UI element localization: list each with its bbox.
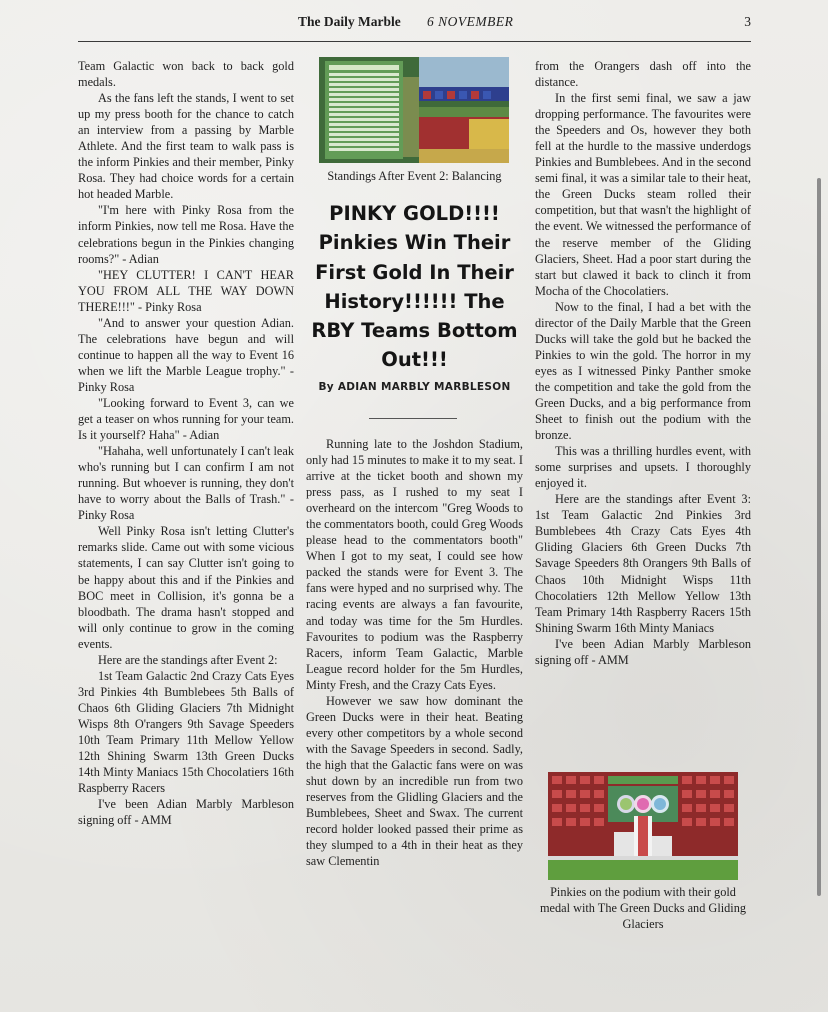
podium-photo-caption: Pinkies on the podium with their gold medal with The Green Ducks and Gliding Glaciers <box>539 885 747 931</box>
paragraph: This was a thrilling hurdles event, with some surprises and upsets. I thoroughly enjoyed it. <box>535 444 751 491</box>
paragraph: In the first semi final, we saw a jaw dropping performance. The favourites were the Speeders and Os, however they both fell at the hurdle to the massive underdogs Pinkies and Bumblebees. And in the second semi final, it was a similar tale to their heat, the Green Ducks steam rolled their competition, but that wasn't the highlight of the event. We witnessed the performance of the reserve member of the Gliding Glaciers, Sheet. Had a poor start during the start but clawed it back to clinch it from Mocha of the Chocolatiers. <box>535 91 751 298</box>
column-2 <box>306 436 523 869</box>
issue-date: 6 NOVEMBER <box>427 14 514 29</box>
byline-rule <box>369 418 457 419</box>
paragraph: Now to the final, I had a bet with the director of the Daily Marble that the Green Ducks will take the gold but he backed the Pinkies to win the gold. The horror in my eyes as I witnessed Pinky Panther smoke the competition and take the gold from the Green Ducks, and a big performance from Sheet to finish out the podium with the bronze. <box>535 299 751 443</box>
paragraph: I've been Adian Marbly Marbleson signing off - AMM <box>78 797 294 828</box>
paragraph: 1st Team Galactic 2nd Crazy Cats Eyes 3rd Pinkies 4th Bumblebees 5th Balls of Chaos 6th Gliding Glaciers 7th Midnight Wisps 8th O'rangers 9th Savage Speeders 10th Team Primary 11th Mellow Yellow 12th Shining Swarm 13th Green Ducks 14th Minty Maniacs 15th Chocolatiers 16th Raspberry Racers <box>78 668 294 796</box>
podium-photo <box>548 772 738 880</box>
paragraph: "I'm here with Pinky Rosa from the inform Pinkies, now tell me Rosa. Have the celebrations begun in the Pinkies changing rooms?" - Adian <box>78 203 294 266</box>
paragraph: Here are the standings after Event 2: <box>98 652 278 667</box>
standings-photo <box>319 57 509 163</box>
column-1 <box>78 58 294 828</box>
paragraph: "Hahaha, well unfortunately I can't leak who's running but I can confirm I am not running. But whoever is running, they don't have to worry about the Balls of Trash." - Pinky Rosa <box>78 444 294 523</box>
scrollbar[interactable] <box>817 178 821 896</box>
page-header <box>78 14 751 36</box>
paragraph: "Looking forward to Event 3, can we get a teaser on whos running for your team. Is it yourself? Haha" - Adian <box>78 395 294 443</box>
paragraph: As the fans left the stands, I went to set up my press booth for the chance to catch an interview from a passing by Marble Athlete. And the first team to walk pass is the inform Pinkies and their member, Pinky Rosa. They had choice words for a certain hot headed Marble. <box>78 91 294 202</box>
standings-photo-caption: Standings After Event 2: Balancing <box>327 169 502 183</box>
column-3 <box>535 58 751 668</box>
paragraph: I've been Adian Marbly Marbleson signing off - AMM <box>535 636 751 667</box>
article-headline: PINKY GOLD!!!! Pinkies Win Their First Gold In Their History!!!!!! The RBY Teams Bottom Out!!! <box>311 202 518 372</box>
paragraph: Running late to the Joshdon Stadium, only had 15 minutes to make it to my seat. I arrive at the ticket booth and shown my press pass, as I rushed to my seat I overheard on the intercom "Greg Woods to the commentators booth, could Greg Woods please head to the commentators booth" When I got to my seat, I could see how packed the stands were for Event 3. The fans were hyped and no surprised why. The racing events are always a fan favourite, and today was time for the 5m Hurdles. Favourites to podium was the Raspberry Racers, inform Team Galactic, Marble League record holder for the 5m Hurdles, Minty Fresh, and the Crazy Cats Eyes. <box>306 437 523 692</box>
standings-photo-image <box>319 57 509 163</box>
paragraph: Team Galactic won back to back gold medals. <box>78 59 294 90</box>
paragraph: However we saw how dominant the Green Ducks were in their heat. Beating every other competitors by a whole second with the Savage Speeders in second. Sadly, the high that the Galactic fans were on was shut down by an incredible run from two reserves from the Glidling Glaciers and the Bumblebees, Sheet and Swax. The current record holder looked passed their prime as they slumped to a 4th in their heat as they saw Clementin <box>306 693 523 869</box>
paragraph: Well Pinky Rosa isn't letting Clutter's remarks slide. Came out with some vicious statements, I can say Clutter isn't going to be happy about this and if the Pinkies and BOC meet in Collision, it's gonna be a bloodbath. The drama hasn't stopped and will only continue to grow in the coming events. <box>78 524 294 651</box>
newspaper-title: The Daily Marble <box>298 14 401 29</box>
paragraph: "HEY CLUTTER! I CAN'T HEAR YOU FROM ALL THE WAY DOWN THERE!!!" - Pinky Rosa <box>78 267 294 314</box>
paragraph: from the Orangers dash off into the distance. <box>535 59 751 90</box>
paragraph: Here are the standings after Event 3: 1st Team Galactic 2nd Pinkies 3rd Bumblebees 4th Crazy Cats Eyes 4th Gliding Glaciers 6th Green Ducks 7th Savage Speeders 8th Orangers 9th Balls of Chaos 10th Midnight Wisps 11th Chocolatiers 12th Mellow Yellow 13th Team Primary 14th Raspberry Racers 15th Shining Swarm 16th Minty Maniacs <box>535 492 751 635</box>
podium-photo-image <box>548 772 738 880</box>
header-rule <box>78 41 751 42</box>
paragraph: "And to answer your question Adian. The celebrations have begun and will continue to happen all the way to Event 16 when we lift the Marble League trophy." - Pinky Rosa <box>78 315 294 394</box>
page-number: 3 <box>744 14 751 29</box>
article-byline: By ADIAN MARBLY MARBLESON <box>318 381 511 393</box>
